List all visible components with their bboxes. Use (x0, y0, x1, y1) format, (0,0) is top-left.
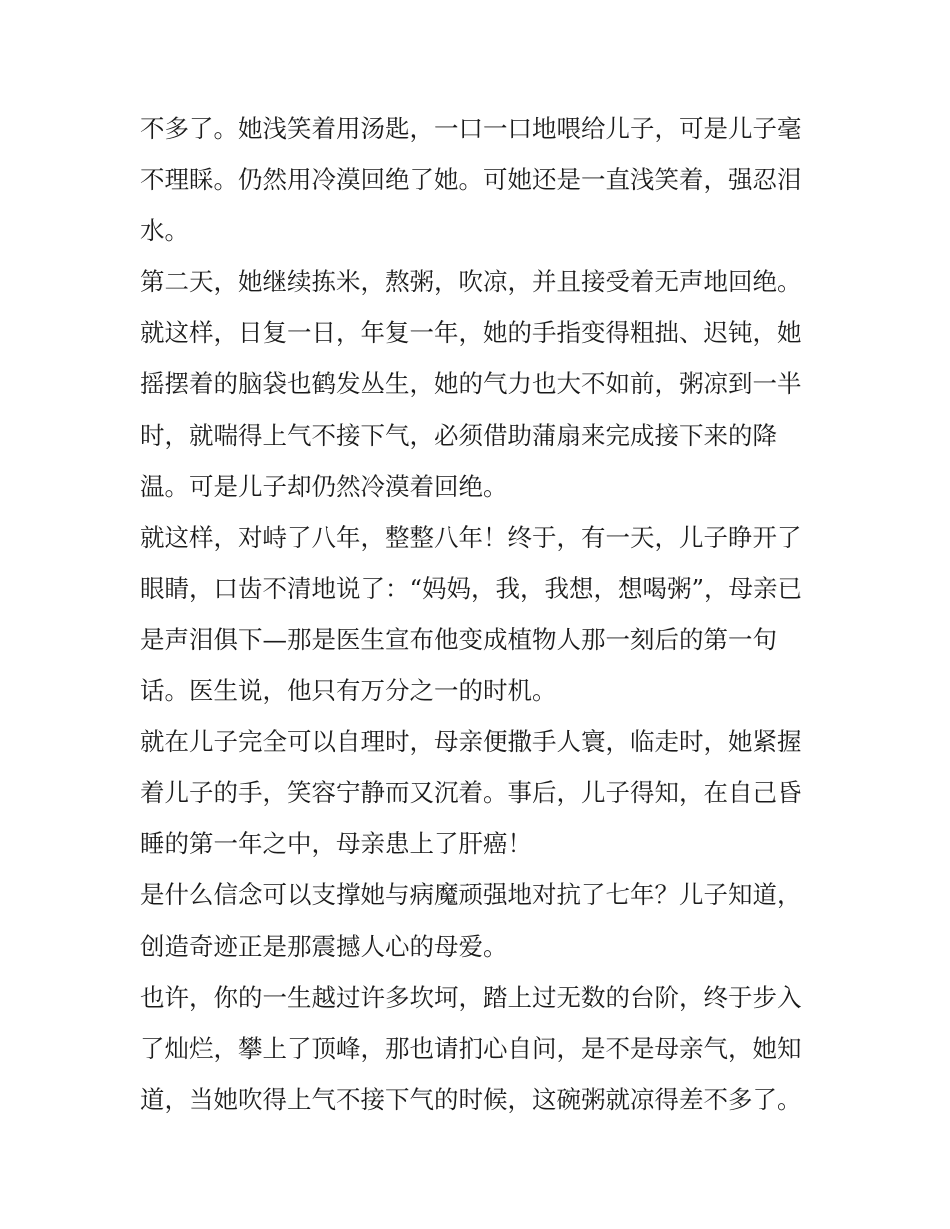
text-line: 睡的第一年之中，母亲患上了肝癌！ (140, 829, 532, 859)
text-line: 第二天，她继续拣米，熬粥，吹凉，并且接受着无声地回绝。 (140, 267, 802, 297)
paragraph-7 (140, 972, 820, 1125)
paragraph-5 (140, 716, 820, 869)
text-line: 摇摆着的脑袋也鹤发丛生，她的气力也大不如前，粥凉到一半 (140, 369, 802, 399)
text-line: 是声泪俱下—那是医生宣布他变成植物人那一刻后的第一句 (140, 624, 777, 654)
document-body (140, 103, 820, 1125)
text-line: 不理睬。仍然用冷漠回绝了她。可她还是一直浅笑着，强忍泪 (140, 165, 802, 195)
text-line: 是什么信念可以支撑她与病魔顽强地对抗了七年？儿子知道， (140, 880, 802, 910)
text-line: 不多了。她浅笑着用汤匙，一口一口地喂给儿子，可是儿子毫 (140, 114, 802, 143)
text-line: 道，当她吹得上气不接下气的时候，这碗粥就凉得差不多了。 (140, 1084, 802, 1114)
text-line: 话。医生说，他只有万分之一的时机。 (140, 676, 557, 706)
paragraph-3 (140, 307, 820, 511)
text-line: 着儿子的手，笑容宁静而又沉着。事后，儿子得知，在自己昏 (140, 778, 802, 808)
text-line: 眼睛，口齿不清地说了：“妈妈，我，我想，想喝粥”，母亲已 (140, 573, 803, 603)
text-line: 也许，你的一生越过许多坎坷，踏上过无数的台阶，终于步入 (140, 982, 802, 1012)
paragraph-2 (140, 256, 820, 307)
text-line: 温。可是儿子却仍然冷漠着回绝。 (140, 471, 508, 501)
text-line: 了灿烂，攀上了顶峰，那也请扪心自问，是不是母亲气，她知 (140, 1033, 802, 1063)
text-line: 就在儿子完全可以自理时，母亲便撒手人寰，临走时，她紧握 (140, 727, 802, 757)
text-line: 就这样，日复一日，年复一年，她的手指变得粗拙、迟钝，她 (140, 318, 802, 348)
text-line: 创造奇迹正是那震撼人心的母爱。 (140, 931, 508, 961)
text-line: 水。 (140, 216, 189, 246)
text-line: 就这样，对峙了八年，整整八年！终于，有一天，儿子睁开了 (140, 522, 802, 552)
text-line: 时，就喘得上气不接下气，必须借助蒲扇来完成接下来的降 (140, 420, 777, 450)
paragraph-1 (140, 103, 820, 256)
paragraph-6 (140, 869, 820, 971)
paragraph-4 (140, 512, 820, 716)
